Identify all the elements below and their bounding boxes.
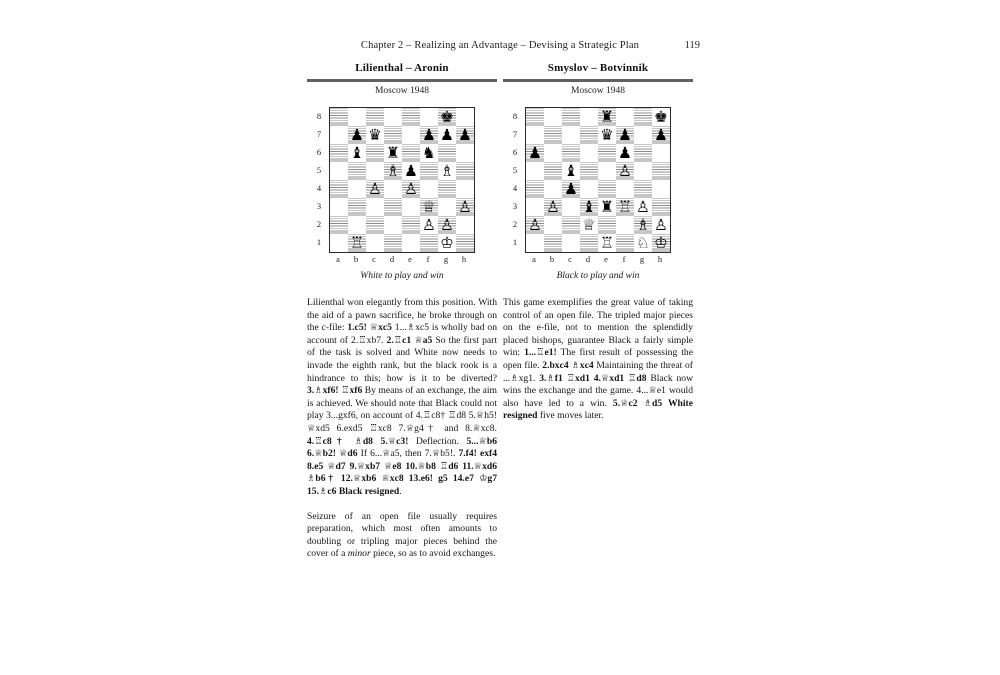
square-g7 — [634, 126, 652, 144]
square-d3 — [580, 198, 598, 216]
file-label-b: b — [353, 254, 359, 264]
square-a7 — [330, 126, 348, 144]
square-d1 — [580, 234, 598, 252]
square-d7 — [580, 126, 598, 144]
square-d4 — [384, 180, 402, 198]
white-pawn-icon: ♙ — [528, 216, 542, 234]
square-c6 — [366, 144, 384, 162]
square-f2 — [420, 216, 438, 234]
square-g4 — [634, 180, 652, 198]
diagram-caption-left: White to play and win — [360, 271, 444, 281]
square-b1 — [544, 234, 562, 252]
rank-label-5: 5 — [512, 165, 518, 175]
square-b2 — [544, 216, 562, 234]
square-a3 — [330, 198, 348, 216]
white-king-icon: ♔ — [440, 234, 454, 252]
square-b4 — [544, 180, 562, 198]
rank-label-8: 8 — [316, 111, 322, 121]
square-h6 — [652, 144, 670, 162]
square-d6 — [580, 144, 598, 162]
file-label-a: a — [336, 254, 340, 264]
file-label-d: d — [585, 254, 591, 264]
black-rook-icon: ♜ — [600, 108, 614, 126]
square-h1 — [456, 234, 474, 252]
chess-board-left — [329, 107, 475, 253]
square-b7 — [544, 126, 562, 144]
square-d8 — [580, 108, 598, 126]
square-g1 — [634, 234, 652, 252]
game-title-left: Lilienthal – Aronin — [355, 62, 449, 74]
title-rule-right — [503, 79, 693, 82]
square-c4 — [562, 180, 580, 198]
rank-label-7: 7 — [512, 129, 518, 139]
black-king-icon: ♚ — [654, 108, 668, 126]
game-title-right: Smyslov – Botvinnik — [547, 62, 649, 74]
paragraph-right-1: This game exemplifies the great value of taking control of an open file. The tripled major pieces on the e-file, not to mention the splendidly placed bishops, guarantee Black a fairly simple win: 1...♖e1! The first result of possessing the open file. 2.bxc4 ♗xc4 Maintaining the threat of ...♗xg1. 3.♗f1 ♖xd1 4.♕xd1 ♖d8 Black now wins the exchange and the game. 4...♕e1 would also have led to a win. 5.♕c2 ♗d5 White resigned five moves later. — [503, 297, 694, 422]
square-f3 — [420, 198, 438, 216]
square-f5 — [420, 162, 438, 180]
white-pawn-icon: ♙ — [422, 216, 436, 234]
square-b7 — [348, 126, 366, 144]
square-d2 — [580, 216, 598, 234]
square-a5 — [330, 162, 348, 180]
square-b4 — [348, 180, 366, 198]
square-a1 — [526, 234, 544, 252]
black-bishop-icon: ♝ — [582, 198, 596, 216]
file-label-e: e — [604, 254, 608, 264]
white-pawn-icon: ♙ — [546, 198, 560, 216]
square-f1 — [616, 234, 634, 252]
square-h1 — [652, 234, 670, 252]
game-site-left: Moscow 1948 — [374, 86, 430, 96]
square-c5 — [562, 162, 580, 180]
black-pawn-icon: ♟ — [458, 126, 472, 144]
square-g6 — [438, 144, 456, 162]
square-e5 — [402, 162, 420, 180]
black-king-icon: ♚ — [440, 108, 454, 126]
square-b6 — [544, 144, 562, 162]
square-g3 — [438, 198, 456, 216]
square-f3 — [616, 198, 634, 216]
black-queen-icon: ♛ — [368, 126, 382, 144]
square-c7 — [366, 126, 384, 144]
rank-label-3: 3 — [316, 201, 322, 211]
square-b3 — [544, 198, 562, 216]
square-f4 — [616, 180, 634, 198]
black-pawn-icon: ♟ — [618, 126, 632, 144]
square-c6 — [562, 144, 580, 162]
square-e4 — [402, 180, 420, 198]
square-c1 — [562, 234, 580, 252]
diagram-caption-right: Black to play and win — [556, 271, 640, 281]
square-b5 — [348, 162, 366, 180]
file-label-b: b — [549, 254, 555, 264]
black-rook-icon: ♜ — [600, 198, 614, 216]
square-h4 — [652, 180, 670, 198]
square-h7 — [456, 126, 474, 144]
square-g1 — [438, 234, 456, 252]
square-f4 — [420, 180, 438, 198]
white-pawn-icon: ♙ — [368, 180, 382, 198]
black-pawn-icon: ♟ — [528, 144, 542, 162]
rank-label-4: 4 — [316, 183, 322, 193]
square-a1 — [330, 234, 348, 252]
body-text-right — [503, 297, 693, 423]
paragraph-left-2: Seizure of an open file usually requires preparation, which most often amounts to doubling or tripling major pieces behind the cover of a minor piece, so as to avoid exchanges. — [307, 510, 497, 560]
square-g6 — [634, 144, 652, 162]
black-pawn-icon: ♟ — [440, 126, 454, 144]
square-a4 — [330, 180, 348, 198]
game-site-right: Moscow 1948 — [570, 86, 626, 96]
square-d1 — [384, 234, 402, 252]
square-h6 — [456, 144, 474, 162]
square-a3 — [526, 198, 544, 216]
square-a8 — [526, 108, 544, 126]
square-e2 — [402, 216, 420, 234]
file-label-e: e — [408, 254, 412, 264]
square-g5 — [438, 162, 456, 180]
square-g8 — [634, 108, 652, 126]
square-e1 — [598, 234, 616, 252]
file-label-f: f — [426, 254, 430, 264]
white-pawn-icon: ♙ — [654, 216, 668, 234]
rank-labels-left — [313, 107, 325, 251]
square-b2 — [348, 216, 366, 234]
white-pawn-icon: ♙ — [458, 198, 472, 216]
square-e3 — [402, 198, 420, 216]
file-labels-left — [329, 254, 473, 264]
white-king-icon: ♔ — [654, 234, 668, 252]
white-knight-icon: ♘ — [636, 234, 650, 252]
square-b8 — [544, 108, 562, 126]
square-c1 — [366, 234, 384, 252]
square-a6 — [330, 144, 348, 162]
square-b6 — [348, 144, 366, 162]
square-d3 — [384, 198, 402, 216]
square-f5 — [616, 162, 634, 180]
file-label-h: h — [657, 254, 663, 264]
square-g5 — [634, 162, 652, 180]
body-text-left — [307, 297, 497, 561]
white-pawn-icon: ♙ — [404, 180, 418, 198]
square-c3 — [366, 198, 384, 216]
square-h5 — [652, 162, 670, 180]
square-g4 — [438, 180, 456, 198]
file-label-h: h — [461, 254, 467, 264]
rank-label-8: 8 — [512, 111, 518, 121]
white-bishop-icon: ♗ — [386, 162, 400, 180]
rank-label-1: 1 — [316, 237, 322, 247]
square-h3 — [652, 198, 670, 216]
white-bishop-icon: ♗ — [636, 216, 650, 234]
square-h8 — [456, 108, 474, 126]
square-c2 — [366, 216, 384, 234]
square-g8 — [438, 108, 456, 126]
square-f2 — [616, 216, 634, 234]
square-f8 — [616, 108, 634, 126]
square-h7 — [652, 126, 670, 144]
white-pawn-icon: ♙ — [618, 162, 632, 180]
square-a4 — [526, 180, 544, 198]
running-head: Chapter 2 – Realizing an Advantage – Devising a Strategic Plan — [360, 40, 640, 51]
square-f1 — [420, 234, 438, 252]
square-g2 — [634, 216, 652, 234]
chess-board-right — [525, 107, 671, 253]
rank-label-4: 4 — [512, 183, 518, 193]
rank-label-3: 3 — [512, 201, 518, 211]
chess-diagram-right — [503, 104, 693, 269]
square-f6 — [616, 144, 634, 162]
black-bishop-icon: ♝ — [350, 144, 364, 162]
square-c2 — [562, 216, 580, 234]
rank-label-6: 6 — [512, 147, 518, 157]
square-c5 — [366, 162, 384, 180]
square-f7 — [420, 126, 438, 144]
rank-labels-right — [509, 107, 521, 251]
rank-label-1: 1 — [512, 237, 518, 247]
square-g2 — [438, 216, 456, 234]
square-c3 — [562, 198, 580, 216]
square-e1 — [402, 234, 420, 252]
square-c8 — [366, 108, 384, 126]
file-label-g: g — [639, 254, 645, 264]
square-d4 — [580, 180, 598, 198]
square-d5 — [384, 162, 402, 180]
square-a2 — [526, 216, 544, 234]
square-e7 — [598, 126, 616, 144]
square-g3 — [634, 198, 652, 216]
black-pawn-icon: ♟ — [422, 126, 436, 144]
square-a8 — [330, 108, 348, 126]
file-label-f: f — [622, 254, 626, 264]
white-rook-icon: ♖ — [600, 234, 614, 252]
black-pawn-icon: ♟ — [654, 126, 668, 144]
white-rook-icon: ♖ — [618, 198, 632, 216]
rank-label-2: 2 — [512, 219, 518, 229]
square-e3 — [598, 198, 616, 216]
column-left — [307, 62, 497, 561]
square-e6 — [402, 144, 420, 162]
square-e6 — [598, 144, 616, 162]
square-h8 — [652, 108, 670, 126]
square-e4 — [598, 180, 616, 198]
white-bishop-icon: ♗ — [440, 162, 454, 180]
column-right — [503, 62, 693, 423]
page-number: 119 — [684, 40, 700, 51]
white-queen-icon: ♕ — [582, 216, 596, 234]
square-a2 — [330, 216, 348, 234]
square-a7 — [526, 126, 544, 144]
square-d5 — [580, 162, 598, 180]
black-pawn-icon: ♟ — [350, 126, 364, 144]
square-g7 — [438, 126, 456, 144]
rank-label-2: 2 — [316, 219, 322, 229]
black-knight-icon: ♞ — [422, 144, 436, 162]
black-pawn-icon: ♟ — [404, 162, 418, 180]
paragraph-left-1: Lilienthal won elegantly from this position. With the aid of a pawn sacrifice, he broke through on the c-file: 1.c5! ♕xc5 1...♗xc5 is wholly bad on account of 2.♖xb7. 2.♖c1 ♕a5 So the first part of the task is solved and White now needs to invade the eighth rank, but the black rook is a hindrance to this; how is it to be diverted? 3.♗xf6! ♖xf6 By means of an exchange, the aim is achieved. We should note that Black could not play 3...gxf6, on account of 4.♖c8† ♖d8 5.♕h5! ♕xd5 6.exd5 ♖xc8 7.♕g4† and 8.♕xc8. 4.♖c8† ♗d8 5.♕c3! Deflection. 5...♕b6 6.♕b2! ♕d6 If 6...♕a5, then 7.♕b5!. 7.f4! exf4 8.e5 ♕d7 9.♕xb7 ♕e8 10.♕b8 ♖d6 11.♕xd6 ♗b6† 12.♕xb6 ♕xc8 13.e6! g5 14.e7 ♔g7 15.♗c6 Black resigned. — [307, 297, 498, 497]
file-label-a: a — [532, 254, 536, 264]
square-e2 — [598, 216, 616, 234]
file-label-d: d — [389, 254, 395, 264]
black-queen-icon: ♛ — [600, 126, 614, 144]
square-f7 — [616, 126, 634, 144]
black-pawn-icon: ♟ — [618, 144, 632, 162]
rank-label-6: 6 — [316, 147, 322, 157]
square-h5 — [456, 162, 474, 180]
square-h2 — [652, 216, 670, 234]
square-b1 — [348, 234, 366, 252]
file-labels-right — [525, 254, 669, 264]
black-pawn-icon: ♟ — [564, 180, 578, 198]
white-pawn-icon: ♙ — [636, 198, 650, 216]
file-label-g: g — [443, 254, 449, 264]
file-label-c: c — [372, 254, 376, 264]
square-e8 — [598, 108, 616, 126]
title-rule-left — [307, 79, 497, 82]
square-d6 — [384, 144, 402, 162]
square-d2 — [384, 216, 402, 234]
file-label-c: c — [568, 254, 572, 264]
square-b3 — [348, 198, 366, 216]
square-e8 — [402, 108, 420, 126]
white-queen-icon: ♕ — [422, 198, 436, 216]
black-bishop-icon: ♝ — [564, 162, 578, 180]
square-h2 — [456, 216, 474, 234]
square-c8 — [562, 108, 580, 126]
square-a5 — [526, 162, 544, 180]
white-pawn-icon: ♙ — [440, 216, 454, 234]
square-d7 — [384, 126, 402, 144]
square-c4 — [366, 180, 384, 198]
square-c7 — [562, 126, 580, 144]
rank-label-5: 5 — [316, 165, 322, 175]
square-h4 — [456, 180, 474, 198]
black-rook-icon: ♜ — [386, 144, 400, 162]
square-f8 — [420, 108, 438, 126]
square-b5 — [544, 162, 562, 180]
chess-diagram-left — [307, 104, 497, 269]
square-h3 — [456, 198, 474, 216]
square-b8 — [348, 108, 366, 126]
rank-label-7: 7 — [316, 129, 322, 139]
square-f6 — [420, 144, 438, 162]
square-a6 — [526, 144, 544, 162]
square-e5 — [598, 162, 616, 180]
square-d8 — [384, 108, 402, 126]
white-rook-icon: ♖ — [350, 234, 364, 252]
square-e7 — [402, 126, 420, 144]
